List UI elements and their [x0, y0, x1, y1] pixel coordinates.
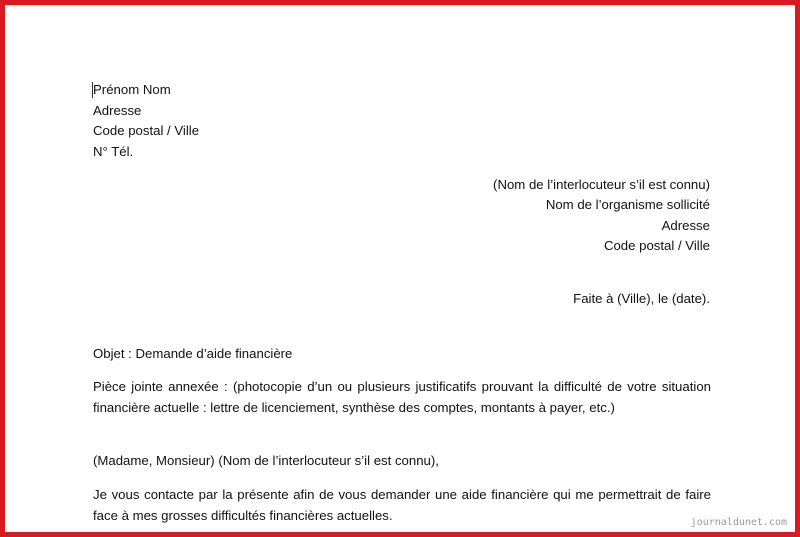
place-date: Faite à (Ville), le (date).	[573, 291, 710, 306]
salutation: (Madame, Monsieur) (Nom de l’interlocuteur s’il est connu),	[93, 453, 439, 468]
attachment-line-1: Pièce jointe annexée : (photocopie d’un ou plusieurs justificatifs prouvant la difficulté de votre situation	[93, 379, 711, 394]
recipient-organisation: Nom de l’organisme sollicité	[545, 197, 710, 212]
sender-name: Prénom Nom	[93, 82, 171, 97]
sender-postal-city: Code postal / Ville	[93, 123, 200, 138]
attachment-line-2: financière actuelle : lettre de licenciement, synthèse des comptes, montants à payer, etc.)	[93, 400, 615, 415]
sender-address: Adresse	[93, 103, 142, 118]
watermark: journaldunet.com	[688, 516, 790, 529]
recipient-address: Adresse	[661, 218, 710, 233]
body-line-1: Je vous contacte par la présente afin de vous demander une aide financière qui me permettrait de faire	[93, 487, 711, 502]
recipient-postal-city: Code postal / Ville	[603, 238, 710, 253]
recipient-contact: (Nom de l’interlocuteur s’il est connu)	[493, 177, 710, 192]
subject-line: Objet : Demande d’aide financière	[93, 346, 293, 361]
body-line-2: face à mes grosses difficultés financières actuelles.	[93, 508, 393, 523]
sender-phone: N° Tél.	[93, 144, 134, 159]
